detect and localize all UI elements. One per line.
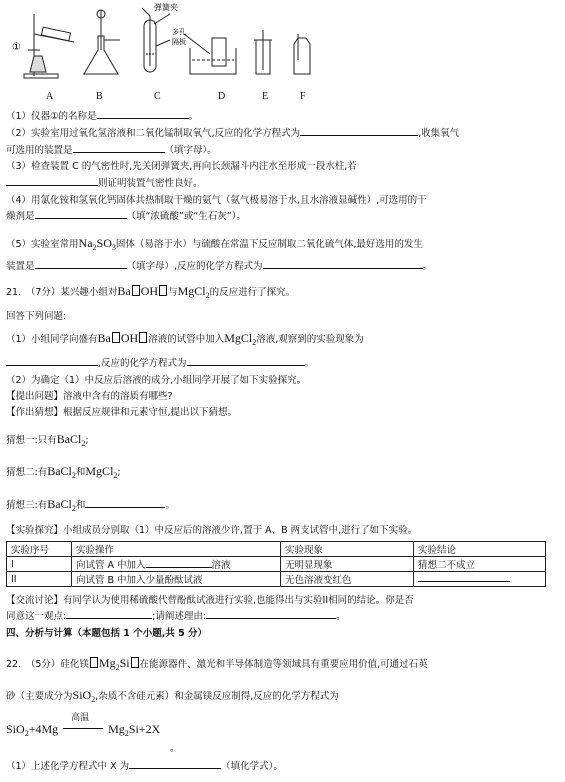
answer-blank[interactable] (263, 260, 423, 269)
label-a: A (46, 91, 54, 102)
table-cell: I (7, 557, 72, 572)
table-cell: 猜想二不成立 (414, 557, 546, 572)
guess-2: 猜想二:有BaCl$_2$和MgCl$_2$; (6, 464, 121, 480)
label-c: C (154, 91, 161, 102)
label-d: D (218, 91, 226, 102)
apparatus-figure (4, 0, 324, 92)
reaction-equation: SiO$_2$+4Mg 高温 $Mg_2Si+2X$ (6, 713, 161, 738)
q20-3b: 则证明装置气密性良好。 (6, 175, 203, 189)
label-e: E (262, 91, 269, 102)
bracket-icon (159, 285, 167, 296)
answer-blank[interactable] (206, 610, 336, 619)
q21-explore: 【实验探究】小组成员分别取（1）中反应后的溶液少许,置于 A、B 两支试管中,进行了如下实验。 (6, 525, 418, 536)
q22-line1: 22. （5分）硅化镁 $Mg_2Si$ 在能源器件、激光和半导体制造等领域具有重要应用价值,可通过石英 (6, 656, 428, 672)
bracket-icon (112, 332, 120, 343)
q21-hypothesis: 【作出猜想】根据反应规律和元素守恒,提出以下猜想。 (6, 407, 238, 418)
section-4-heading: 四、分析与计算（本题包括 1 个小题,共 5 分） (6, 628, 208, 639)
table-header: 实验结论 (414, 542, 546, 557)
answer-blank[interactable] (35, 210, 127, 219)
table-cell: II (7, 572, 72, 587)
table-header-row (7, 542, 546, 557)
table-header: 实验操作 (72, 542, 281, 557)
guess-3: 猜想三:有BaCl$_2$和 。 (6, 497, 175, 513)
q21-reflect-b: 同意这一观点: ;请阐述理由: 。 (6, 611, 346, 622)
equation-dot: 。 (170, 743, 180, 754)
answer-blank[interactable] (73, 144, 165, 153)
q20-1: （1）仪器①的名称是 。 (6, 111, 199, 122)
q20-5a: （5）实验室常用$Na_2SO_3$固体（易溶于水）与硫酸在常温下反应制取二氧化硫气体,最好选用的发生 (6, 236, 423, 252)
q20-5b: 装置是 （填字母）,反应的化学方程式为 。 (6, 261, 433, 272)
porous-plate-label-2: 隔板 (172, 38, 186, 46)
q22-1: （1）上述化学方程式中 X 为 （填化学式）。 (6, 761, 283, 772)
table-row (7, 557, 546, 572)
q21-2: （2）为确定（1）中反应后溶液的成分,小组同学开展了如下实验探究。 (6, 375, 307, 386)
spring-clip-label: 弹簧夹 (154, 3, 178, 12)
q21-reflect-a: 【交流讨论】有同学认为使用稀硫酸代替酚酞试液进行实验,也能得出与实验II相同的结论。你是否 (6, 595, 414, 606)
bracket-icon (132, 285, 140, 296)
answer-blank[interactable] (97, 110, 189, 119)
answer-blank[interactable] (187, 357, 305, 366)
bracket-icon (131, 657, 139, 668)
table-cell: 向试管 B 中加入少量酚酞试液 (72, 572, 281, 587)
table-cell: 无色溶液变红色 (281, 572, 414, 587)
answer-blank[interactable] (6, 177, 98, 186)
q21-raise-question: 【提出问题】溶液中含有的溶质有哪些? (6, 391, 173, 402)
reaction-condition: 高温 (61, 722, 105, 737)
guess-1: 猜想一:只有BaCl$_2$; (6, 432, 89, 448)
marker-1: ① (12, 42, 21, 53)
table-row (7, 572, 546, 587)
answer-blank[interactable] (129, 760, 221, 769)
q21-title: 21. （7分）某兴趣小组对Ba OH 与MgCl$_2$的反应进行了探究。 (6, 284, 296, 300)
table-cell: 向试管 A 中加入 溶液 (72, 557, 281, 572)
q20-2b: 可选用的装置是 （填字母）。 (6, 145, 217, 156)
experiment-table (6, 541, 546, 587)
q21-1a: （1）小组同学向盛有Ba OH 溶液的试管中加入MgCl$_2$溶液,观察到的实验现象为 (6, 331, 364, 347)
equals-arrow (63, 728, 103, 729)
q22-line2: 砂（主要成分为SiO$_2$,杂质不含硅元素）和金属镁反应制得,反应的化学方程式为 (6, 688, 339, 704)
q20-4b: 燥剂是 （填“浓硫酸”或“生石灰”）。 (6, 211, 246, 222)
q20-2a: （2）实验室用过氧化氢溶液和二氧化锰制取氧气,反应的化学方程式为 ,收集氧气 (6, 128, 460, 139)
bracket-icon (90, 657, 98, 668)
answer-blank[interactable] (418, 573, 510, 582)
q21-1b: ,反应的化学方程式为 。 (6, 355, 314, 369)
q20-3a: （3）检查装置 C 的气密性时,先关闭弹簧夹,再向长颈漏斗内注水至形成一段水柱,若 (6, 161, 357, 172)
label-f: F (300, 91, 306, 102)
answer-blank[interactable] (66, 610, 152, 619)
table-cell: 无明显现象 (281, 557, 414, 572)
answer-blank[interactable] (300, 127, 418, 136)
bracket-icon (139, 332, 147, 343)
porous-plate-label-1: 多孔 (172, 28, 186, 36)
q20-4a: （4）用氯化铵和氢氧化钙固体共热制取干燥的氨气（氨气极易溶于水,且水溶液显碱性）,可选用的干 (6, 195, 427, 206)
table-cell (414, 572, 546, 587)
answer-blank[interactable] (6, 357, 98, 366)
table-header: 实验现象 (281, 542, 414, 557)
table-header: 实验序号 (7, 542, 72, 557)
label-b: B (96, 91, 103, 102)
answer-blank[interactable] (85, 499, 165, 508)
answer-blank[interactable] (35, 260, 127, 269)
q21-prompt: 回答下列问题: (6, 311, 67, 322)
answer-blank[interactable] (146, 559, 212, 568)
